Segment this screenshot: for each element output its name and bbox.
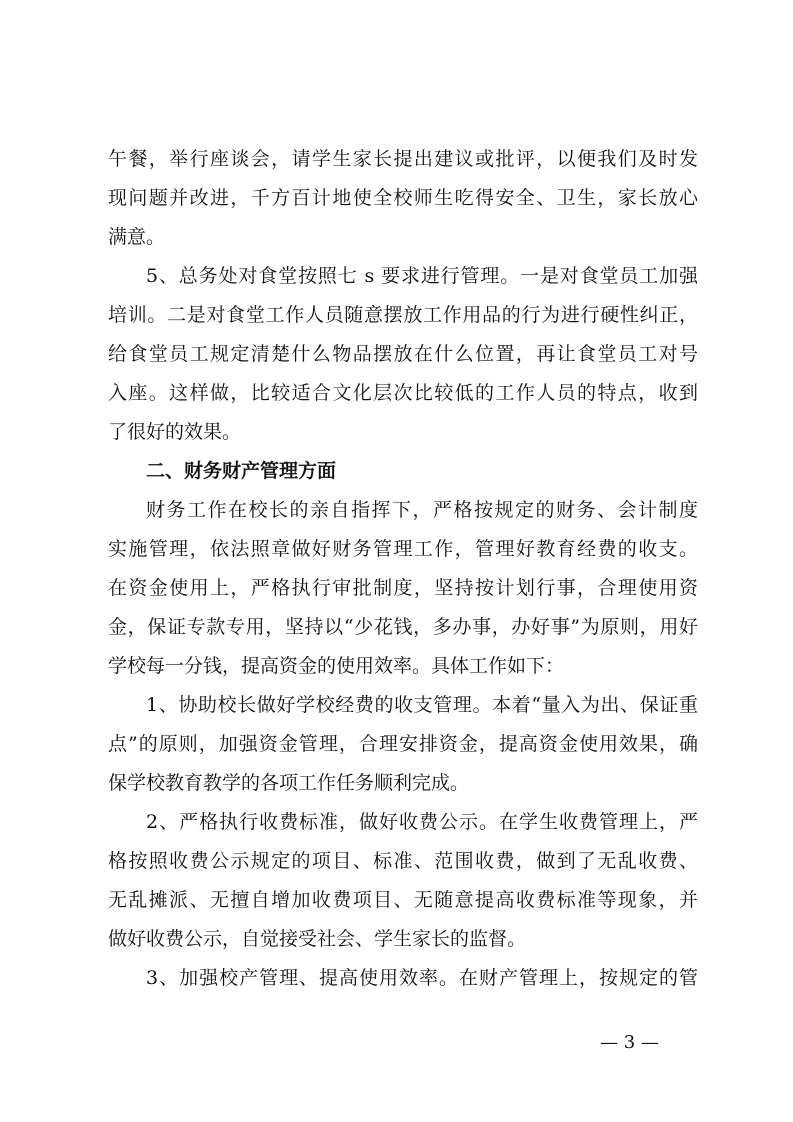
paragraph-first-line: 3、加强校产管理、提高使用效率。在财产管理上，按规定的管: [146, 967, 698, 989]
text-line: 入座。这样做，比较适合文化层次比较低的工作人员的特点，收到: [108, 382, 698, 404]
page-number: — 3 —: [600, 1032, 659, 1053]
text-line: 学校每一分钱，提高资金的使用效率。具体工作如下：: [108, 655, 565, 677]
paragraph-first-line: 财务工作在校长的亲自指挥下，严格按规定的财务、会计制度: [146, 499, 698, 521]
section-heading: 二、财务财产管理方面: [146, 460, 337, 482]
text-line: 午餐，举行座谈会，请学生家长提出建议或批评，以便我们及时发: [108, 148, 698, 170]
text-line: 点”的原则，加强资金管理，合理安排资金，提高资金使用效果，确: [108, 733, 698, 755]
paragraph-first-line: 5、总务处对食堂按照七 s 要求进行管理。一是对食堂员工加强: [146, 265, 698, 287]
text-line: 现问题并改进，千方百计地使全校师生吃得安全、卫生，家长放心: [108, 187, 698, 209]
text-line: 给食堂员工规定清楚什么物品摆放在什么位置，再让食堂员工对号: [108, 343, 698, 365]
text-line: 培训。二是对食堂工作人员随意摆放工作用品的行为进行硬性纠正，: [108, 304, 698, 326]
text-line: 无乱摊派、无擅自增加收费项目、无随意提高收费标准等现象，并: [108, 889, 698, 911]
text-line: 在资金使用上，严格执行审批制度，坚持按计划行事，合理使用资: [108, 577, 698, 599]
paragraph-first-line: 1、协助校长做好学校经费的收支管理。本着“量入为出、保证重: [146, 694, 698, 716]
paragraph-first-line: 2、严格执行收费标准，做好收费公示。在学生收费管理上，严: [146, 811, 698, 833]
text-line: 保学校教育教学的各项工作任务顺利完成。: [108, 772, 470, 794]
text-line: 实施管理，依法照章做好财务管理工作，管理好教育经费的收支。: [108, 538, 698, 560]
text-line: 金，保证专款专用，坚持以“少花钱，多办事，办好事”为原则，用好: [108, 616, 698, 638]
text-line: 了很好的效果。: [108, 421, 242, 443]
text-line: 格按照收费公示规定的项目、标准、范围收费，做到了无乱收费、: [108, 850, 698, 872]
text-line: 做好收费公示，自觉接受社会、学生家长的监督。: [108, 928, 527, 950]
text-line: 满意。: [108, 226, 166, 248]
